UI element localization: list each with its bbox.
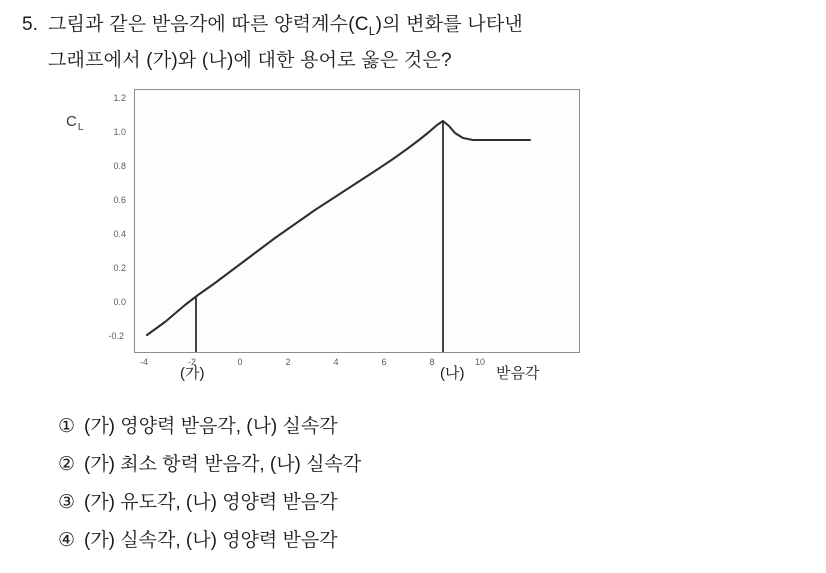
question-text: [48, 10, 523, 76]
choice-3[interactable]: [58, 484, 798, 522]
caption-na: (나): [440, 365, 465, 382]
lift-coefficient-figure: [58, 85, 588, 395]
y-tick-6: 0.0: [113, 296, 126, 308]
x-axis-caption: 받음각: [496, 365, 540, 382]
choice-1-marker: ①: [58, 416, 76, 437]
y-tick-3: 0.6: [113, 194, 126, 206]
x-tick-2: 0: [237, 357, 243, 367]
plot-area: [134, 89, 580, 353]
choice-4[interactable]: [58, 522, 798, 560]
question-block: [22, 10, 802, 76]
question-line-1: [48, 10, 523, 46]
choice-1[interactable]: [58, 408, 798, 446]
y-tick-2: 0.8: [113, 160, 126, 172]
y-axis-label: [66, 113, 84, 133]
y-axis-label-text: C: [66, 113, 78, 130]
question-line-1-part-a: 그림과 같은 받음각에 따른 양력계수(C: [48, 14, 369, 35]
answer-choices: [58, 408, 798, 560]
x-tick-6: 8: [429, 357, 435, 367]
x-tick-5: 6: [381, 357, 387, 367]
lift-curve-path: [147, 121, 530, 335]
question-line-1-part-b: )의 변화를 나타낸: [375, 14, 523, 35]
choice-3-marker: ③: [58, 492, 76, 513]
question-line-2: 그래프에서 (가)와 (나)에 대한 용어로 옳은 것은?: [48, 49, 452, 71]
x-tick-3: 2: [285, 357, 291, 367]
x-tick-1: -2: [187, 357, 196, 367]
lift-curve-svg: [135, 90, 579, 352]
y-axis-label-subscript: L: [77, 122, 85, 133]
y-tick-1: 1.0: [113, 126, 126, 138]
choice-4-text: (가) 실속각, (나) 영양력 받음각: [84, 530, 338, 551]
x-tick-7: 10: [474, 357, 485, 367]
y-tick-4: 0.4: [113, 228, 126, 240]
y-tick-7: -0.2: [108, 330, 124, 342]
choice-3-text: (가) 유도각, (나) 영양력 받음각: [84, 492, 338, 513]
x-tick-4: 4: [333, 357, 339, 367]
cl-subscript-inline: L: [368, 23, 376, 38]
y-tick-0: 1.2: [113, 92, 126, 104]
choice-2[interactable]: [58, 446, 798, 484]
y-tick-5: 0.2: [113, 262, 126, 274]
choice-2-marker: ②: [58, 454, 76, 475]
choice-4-marker: ④: [58, 530, 76, 551]
caption-ga: (가): [180, 365, 205, 382]
question-number: 5.: [22, 14, 38, 35]
choice-2-text: (가) 최소 항력 받음각, (나) 실속각: [84, 454, 362, 475]
choice-1-text: (가) 영양력 받음각, (나) 실속각: [84, 416, 338, 437]
x-tick-0: -4: [139, 357, 148, 367]
